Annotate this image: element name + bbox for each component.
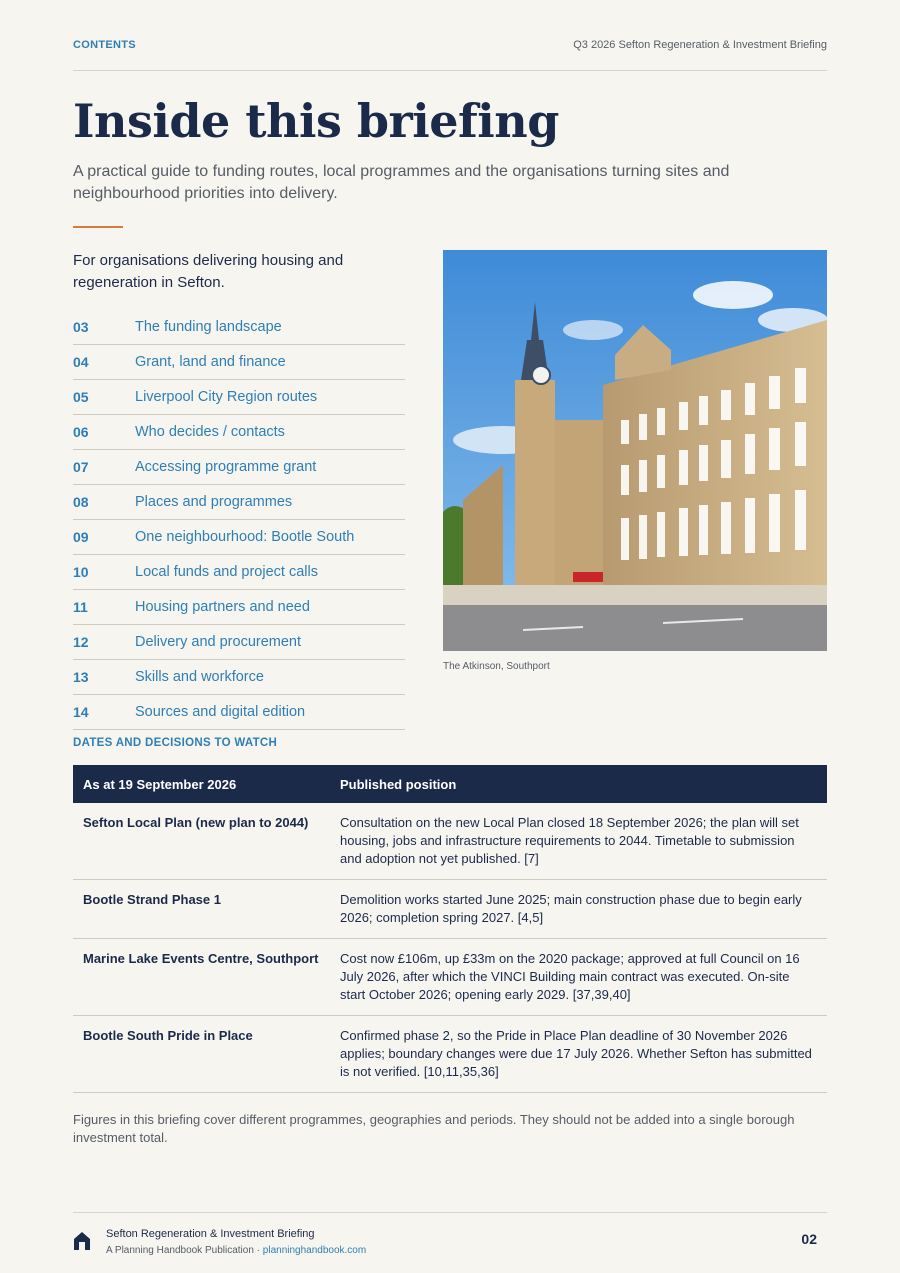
- accent-divider: [73, 226, 123, 228]
- contents-item[interactable]: [73, 660, 405, 695]
- contents-page-number: 08: [73, 494, 89, 510]
- contents-page-number: 09: [73, 529, 89, 545]
- contents-item[interactable]: [73, 310, 405, 345]
- contents-item[interactable]: [73, 415, 405, 450]
- item-cell: Sefton Local Plan (new plan to 2044): [73, 803, 330, 880]
- contents-page-number: 07: [73, 459, 89, 475]
- building-photo: [443, 250, 827, 651]
- contents-link[interactable]: Skills and workforce: [135, 669, 264, 685]
- contents-link[interactable]: Places and programmes: [135, 494, 293, 510]
- contents-link[interactable]: Housing partners and need: [135, 599, 310, 615]
- column-header: As at 19 September 2026: [73, 765, 330, 803]
- contents-item[interactable]: [73, 695, 405, 730]
- contents-item[interactable]: [73, 590, 405, 625]
- clock-tower: [515, 380, 555, 590]
- contents-item[interactable]: [73, 555, 405, 590]
- contents-page-number: 05: [73, 389, 89, 405]
- contents-page-number: 04: [73, 354, 89, 370]
- page-title: Inside this briefing: [73, 94, 559, 148]
- contents-item[interactable]: [73, 345, 405, 380]
- section-label: CONTENTS: [73, 39, 136, 51]
- cloud: [563, 320, 623, 340]
- contents-page-number: 06: [73, 424, 89, 440]
- footnote: Figures in this briefing cover different programmes, geographies and periods. They should not be added into a single borough investment total.: [73, 1112, 795, 1145]
- column-header: Published position: [330, 765, 827, 803]
- table-header-row: [73, 765, 827, 803]
- contents-link[interactable]: The funding landscape: [135, 319, 282, 335]
- pavement: [443, 585, 827, 605]
- running-header: [73, 39, 827, 53]
- position-cell: Demolition works started June 2025; main construction phase due to begin early 2026; completion spring 2027. [4,5]: [330, 880, 827, 939]
- publisher-text: A Planning Handbook Publication ·: [106, 1245, 263, 1256]
- footer-publisher: [106, 1245, 366, 1256]
- page-subtitle: A practical guide to funding routes, local programmes and the organisations turning sites and neighbourhood priorities into delivery.: [73, 163, 730, 202]
- contents-item[interactable]: [73, 380, 405, 415]
- building-illustration: [443, 250, 827, 651]
- footer-divider: [73, 1212, 827, 1213]
- contents-link[interactable]: Accessing programme grant: [135, 459, 317, 475]
- clock-face: [532, 366, 550, 384]
- contents-list: [73, 310, 405, 730]
- contents-link[interactable]: Local funds and project calls: [135, 564, 318, 580]
- header-divider: [73, 70, 827, 71]
- publisher-link[interactable]: planninghandbook.com: [262, 1245, 367, 1256]
- contents-link[interactable]: Grant, land and finance: [135, 354, 286, 370]
- position-cell: Cost now £106m, up £33m on the 2020 package; approved at full Council on 16 July 2026, after which the VINCI Building main contract was executed. On-site start October 2026; opening early 2029. [37,39,40]: [330, 939, 827, 1016]
- contents-link[interactable]: Liverpool City Region routes: [135, 389, 318, 405]
- contents-page-number: 10: [73, 564, 89, 580]
- contents-page-number: 14: [73, 704, 89, 720]
- publication-title: Q3 2026 Sefton Regeneration & Investment Briefing: [573, 39, 827, 51]
- contents-item[interactable]: [73, 450, 405, 485]
- watch-heading: DATES AND DECISIONS TO WATCH: [73, 737, 278, 749]
- item-cell: Marine Lake Events Centre, Southport: [73, 939, 330, 1016]
- contents-item[interactable]: [73, 625, 405, 660]
- dates-table: [73, 765, 827, 1093]
- footer-title: Sefton Regeneration & Investment Briefing: [106, 1228, 315, 1240]
- position-cell: Confirmed phase 2, so the Pride in Place Plan deadline of 30 November 2026 applies; boundary changes were due 17 July 2026. Whether Sefton has submitted is not verified. [10,11,35,36]: [330, 1016, 827, 1093]
- table-row: [73, 939, 827, 1016]
- intro-text: For organisations delivering housing and regeneration in Sefton.: [73, 252, 344, 291]
- position-cell: Consultation on the new Local Plan closed 18 September 2026; the plan will set housing, jobs and infrastructure requirements to 2044. Timetable to submission and adoption not yet published. [7]: [330, 803, 827, 880]
- road: [443, 605, 827, 651]
- contents-link[interactable]: One neighbourhood: Bootle South: [135, 529, 355, 545]
- cloud: [693, 281, 773, 309]
- contents-link[interactable]: Delivery and procurement: [135, 634, 302, 650]
- contents-page-number: 12: [73, 634, 89, 650]
- page-number: 02: [801, 1231, 817, 1247]
- page: [73, 0, 827, 1273]
- contents-link[interactable]: Sources and digital edition: [135, 704, 306, 720]
- table-row: [73, 1016, 827, 1093]
- item-cell: Bootle South Pride in Place: [73, 1016, 330, 1093]
- contents-item[interactable]: [73, 520, 405, 555]
- red-planters: [573, 572, 603, 582]
- contents-page-number: 13: [73, 669, 89, 685]
- contents-page-number: 03: [73, 319, 89, 335]
- item-cell: Bootle Strand Phase 1: [73, 880, 330, 939]
- handbook-logo-icon: [73, 1231, 91, 1251]
- contents-page-number: 11: [73, 599, 88, 615]
- contents-item[interactable]: [73, 485, 405, 520]
- table-row: [73, 880, 827, 939]
- contents-link[interactable]: Who decides / contacts: [135, 424, 285, 440]
- photo-caption: The Atkinson, Southport: [443, 661, 550, 672]
- table-row: [73, 803, 827, 880]
